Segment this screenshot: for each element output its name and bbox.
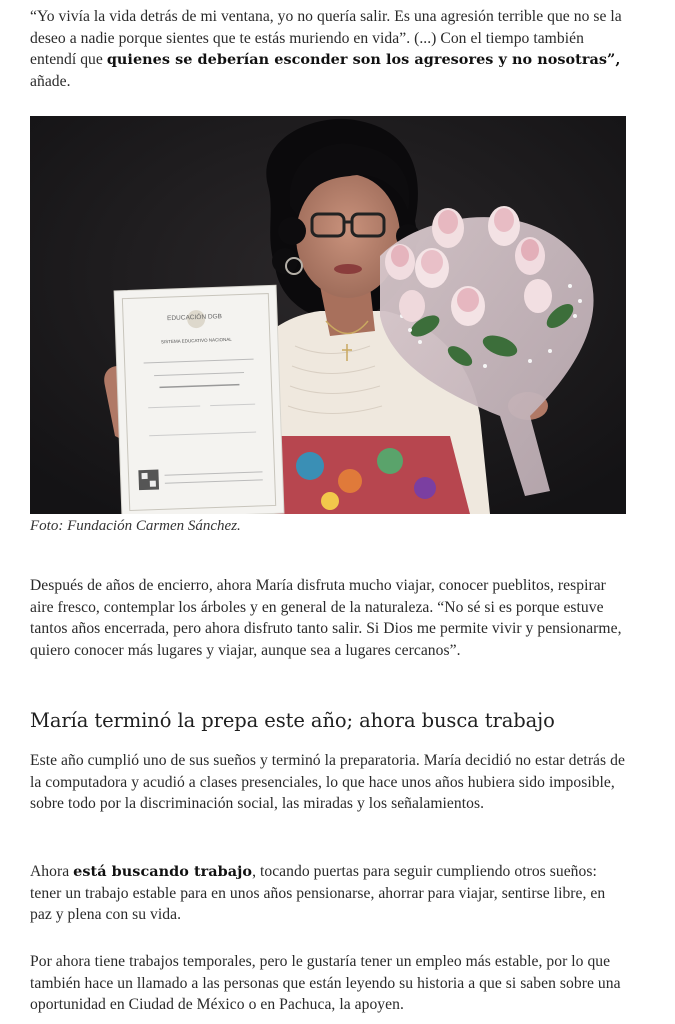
body-paragraph: Por ahora tiene trabajos temporales, pero le gustaría tener un empleo más estable, por lo que también hace un llamado a las personas que están leyendo su historia a que si saben sobre una oportunidad en Ciudad de México o en Pachuca, la apoyen.: [30, 953, 621, 1013]
article-photo: [30, 116, 626, 514]
photo-caption: Foto: Fundación Carmen Sánchez.: [30, 518, 241, 534]
section-heading: María terminó la prepa este año; ahora busca trabajo: [30, 709, 555, 732]
paragraph-bold: está buscando trabajo: [73, 863, 253, 880]
body-paragraph: [30, 861, 626, 926]
quote-bold: quienes se deberían esconder son los agresores y no nosotras”,: [106, 51, 621, 68]
body-paragraph: Después de años de encierro, ahora María disfruta mucho viajar, conocer pueblitos, respirar aire fresco, contemplar los árboles y en general de la naturaleza. “No sé si es porque estuve tantos años encerrada, pero ahora disfruto tanto salir. Si Dios me permite vivir y pensionarme, quiero conocer más lugares y viajar, aunque sea a lugares cercanos”.: [30, 577, 622, 659]
paragraph-text: Ahora: [30, 863, 74, 880]
paragraph-text: , tocando puertas para seguir cumpliendo otros sueños: tener un trabajo estable para en unos años pensionarse, ahorrar para viajar, sentirse libre, en paz y plena con su vida.: [30, 863, 606, 923]
certificate-header: EDUCACIÓN DGB: [166, 313, 223, 323]
quote-paragraph: [30, 6, 626, 92]
body-paragraph: Este año cumplió uno de sus sueños y terminó la preparatoria. María decidió no estar detrás de la computadora y acudió a clases presenciales, lo que hace unos años hubiera sido imposible, sobre todo por la discriminación social, las miradas y los señalamientos.: [30, 752, 625, 812]
certificate-title: SISTEMA EDUCATIVO NACIONAL: [160, 336, 232, 345]
quote-ending: añade.: [30, 72, 71, 90]
quote-text: “Yo vivía la vida detrás de mi ventana, yo no quería salir. Es una agresión terrible que no se la deseo a nadie porque sientes que te estás muriendo en vida”. (...) Con el tiempo también entendí que: [30, 8, 622, 68]
